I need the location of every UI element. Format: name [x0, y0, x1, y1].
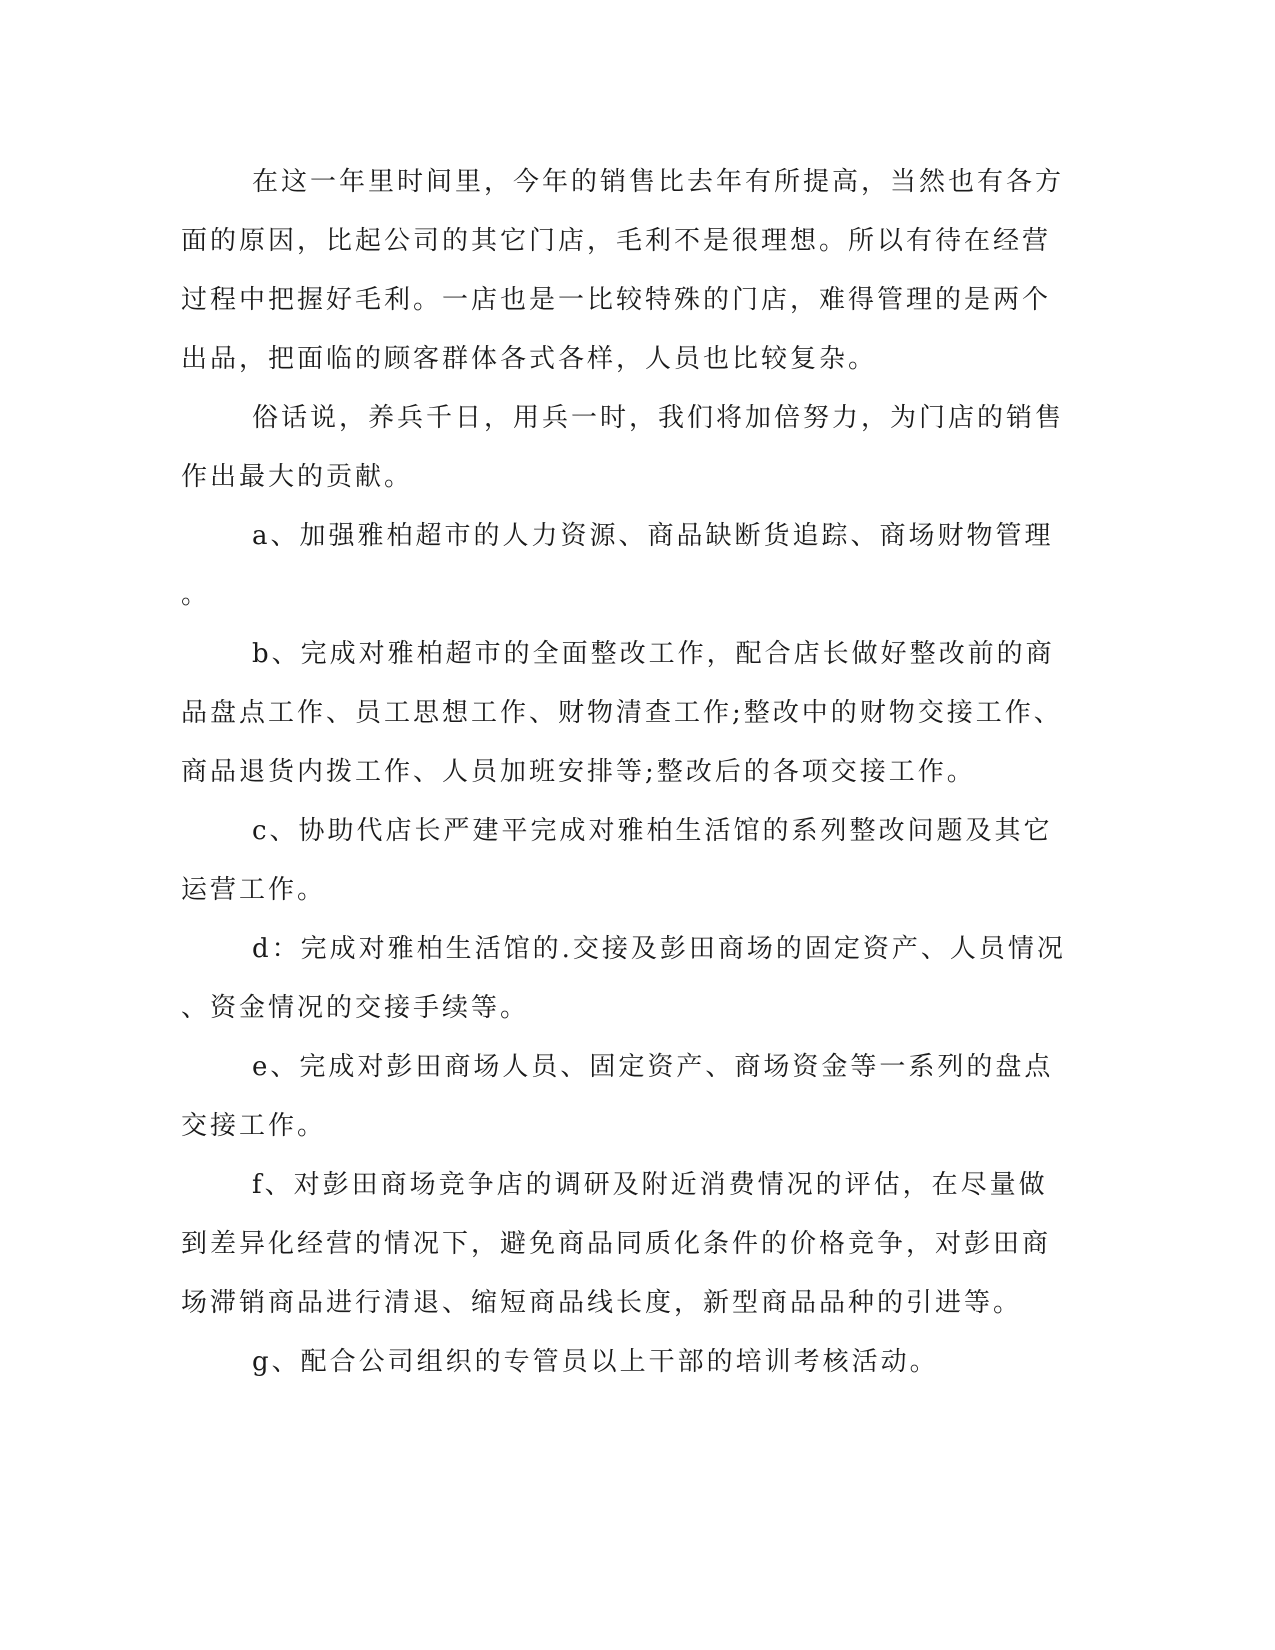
item-f-line-3: 场滞销商品进行清退、缩短商品线长度，新型商品品种的引进等。	[181, 1288, 1023, 1318]
item-d-line-2: 、资金情况的交接手续等。	[181, 993, 530, 1023]
item-e-line-2: 交接工作。	[181, 1111, 327, 1141]
paragraph-1-line-3: 过程中把握好毛利。一店也是一比较特殊的门店，难得管理的是两个	[181, 285, 1052, 315]
item-c-line-2: 运营工作。	[181, 875, 327, 905]
item-b-line-1: b、完成对雅柏超市的全面整改工作，配合店长做好整改前的商	[252, 639, 1055, 669]
item-f-line-1: f、对彭田商场竞争店的调研及附近消费情况的评估，在尽量做	[252, 1170, 1048, 1200]
item-f-line-2: 到差异化经营的情况下，避免商品同质化条件的价格竞争，对彭田商	[181, 1229, 1052, 1259]
paragraph-1-line-2: 面的原因，比起公司的其它门店，毛利不是很理想。所以有待在经营	[181, 226, 1052, 256]
item-g-line-1: g、配合公司组织的专管员以上干部的培训考核活动。	[252, 1347, 939, 1377]
item-b-line-3: 商品退货内拨工作、人员加班安排等;整改后的各项交接工作。	[181, 757, 976, 787]
paragraph-2-line-1: 俗话说，养兵千日，用兵一时，我们将加倍努力，为门店的销售	[252, 403, 1065, 433]
item-c-line-1: c、协助代店长严建平完成对雅柏生活馆的系列整改问题及其它	[252, 816, 1053, 846]
item-a-line-2: 。	[181, 580, 211, 610]
paragraph-2-line-2: 作出最大的贡献。	[181, 462, 414, 492]
item-a-line-1: a、加强雅柏超市的人力资源、商品缺断货追踪、商场财物管理	[252, 521, 1054, 551]
paragraph-1-line-4: 出品，把面临的顾客群体各式各样，人员也比较复杂。	[181, 344, 878, 374]
item-e-line-1: e、完成对彭田商场人员、固定资产、商场资金等一系列的盘点	[252, 1052, 1054, 1082]
item-b-line-2: 品盘点工作、员工思想工作、财物清查工作;整改中的财物交接工作、	[181, 698, 1063, 728]
paragraph-1-line-1: 在这一年里时间里，今年的销售比去年有所提高，当然也有各方	[252, 167, 1065, 197]
item-d-line-1: d：完成对雅柏生活馆的.交接及彭田商场的固定资产、人员情况	[252, 934, 1066, 964]
